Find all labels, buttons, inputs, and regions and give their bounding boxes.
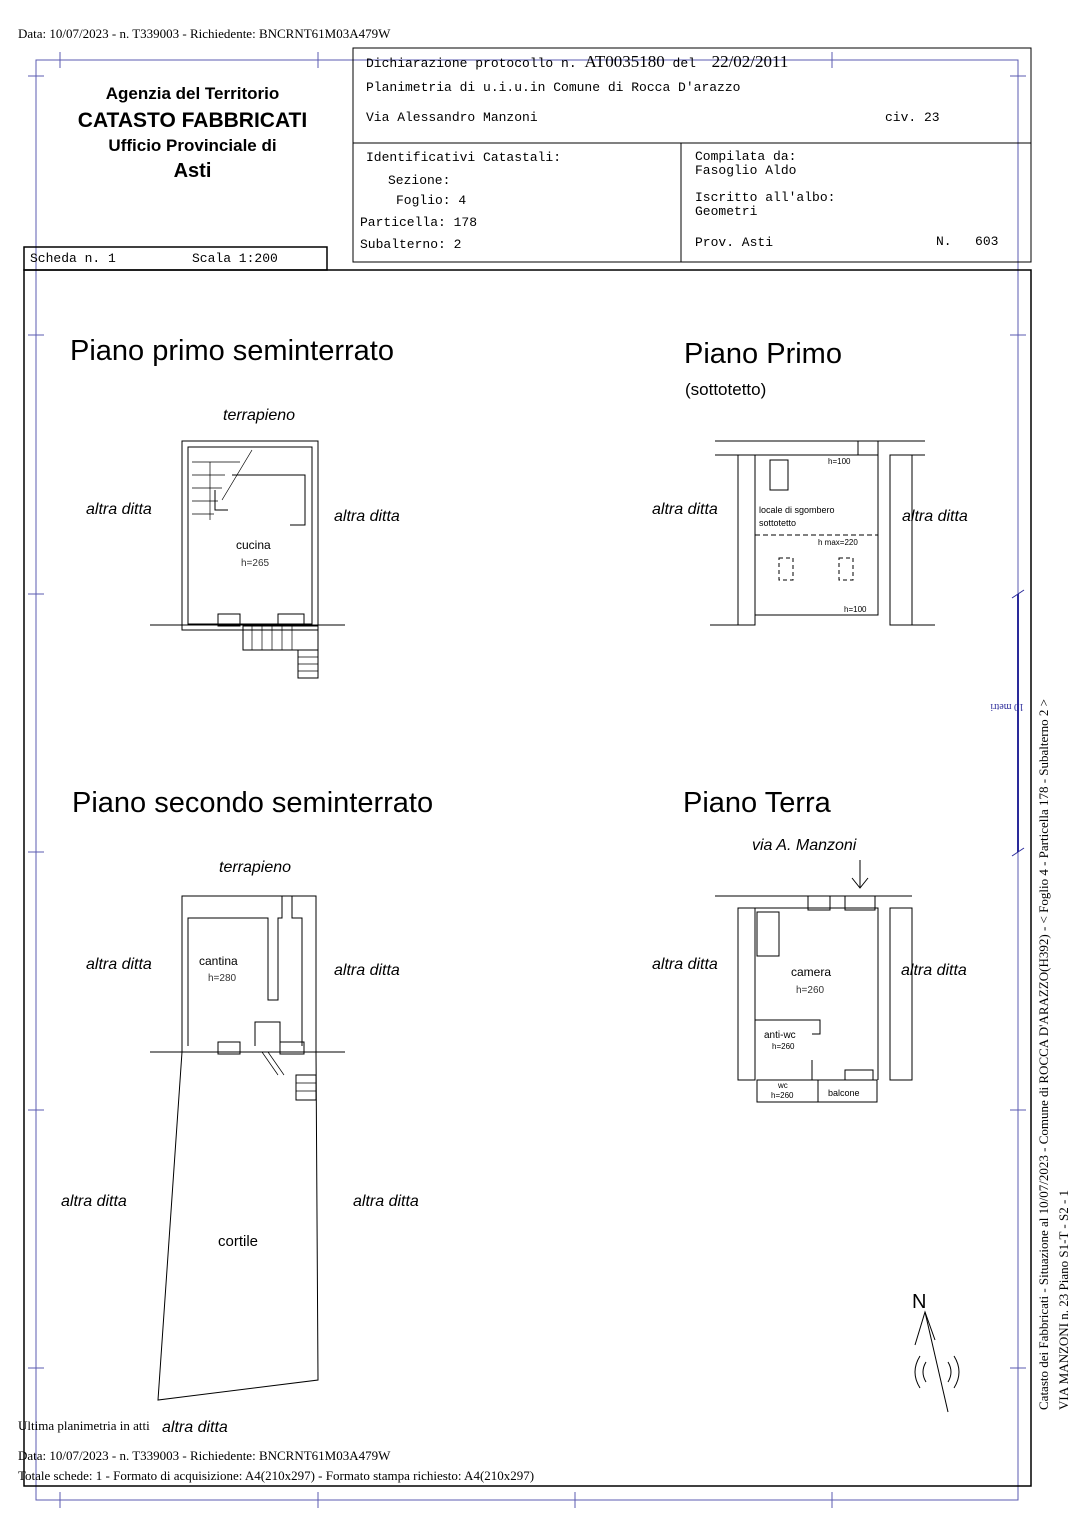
plan1-left-neighbor: altra ditta xyxy=(86,501,152,518)
scale-bar xyxy=(1012,590,1024,856)
plan3-title: Piano secondo seminterrato xyxy=(72,787,434,819)
plan1-height: h=265 xyxy=(241,558,270,569)
del-label: del xyxy=(672,56,696,71)
plan3-yard: cortile xyxy=(218,1233,259,1250)
plan2-subtitle: (sottotetto) xyxy=(685,380,767,399)
plan1-title: Piano primo seminterrato xyxy=(70,335,394,367)
ufficio-city: Asti xyxy=(173,160,212,182)
plan4-room: camera xyxy=(791,965,832,979)
foglio-field: Foglio: 4 xyxy=(396,193,467,208)
top-request-line: Data: 10/07/2023 - n. T339003 - Richiedente: BNCRNT61M03A479W xyxy=(18,26,391,41)
plan2-left-neighbor: altra ditta xyxy=(652,501,718,518)
albo-label: Iscritto all'albo: xyxy=(695,190,836,205)
footer-format-line: Totale schede: 1 - Formato di acquisizione: A4(210x297) - Formato stampa richiesto: A4(210x297) xyxy=(18,1468,535,1483)
plan3-terrapieno: terrapieno xyxy=(219,859,292,876)
dichiarazione-label: Dichiarazione protocollo n. xyxy=(366,56,577,71)
particella-field: Particella: 178 xyxy=(360,215,478,230)
plan-terra xyxy=(715,860,912,1102)
plan4-title: Piano Terra xyxy=(683,787,831,819)
plan2-height-top: h=100 xyxy=(828,457,851,466)
plan4-height: h=260 xyxy=(796,985,825,996)
plan-primo xyxy=(710,441,935,625)
plan1-room: cucina xyxy=(236,538,271,552)
plan2-height-bottom: h=100 xyxy=(844,605,867,614)
plan2-right-neighbor: altra ditta xyxy=(902,508,968,525)
sezione-field: Sezione: xyxy=(388,173,451,188)
scale-bar-label: 10 metri xyxy=(990,701,1024,712)
plan3-yard-left-neighbor: altra ditta xyxy=(61,1193,127,1210)
compilata-label: Compilata da: xyxy=(695,149,797,164)
address-line: Via Alessandro Manzoni xyxy=(366,110,538,125)
plan-secondo-seminterrato xyxy=(150,896,345,1400)
side-situazione-text: Catasto dei Fabbricati - Situazione al 10/07/2023 - Comune di ROCCA D'ARAZZO(H392) - < Foglio 4 - Particella 178 - Subalterno 2 > xyxy=(1036,699,1051,1410)
provincia: Prov. Asti xyxy=(695,235,774,250)
plan1-right-neighbor: altra ditta xyxy=(334,508,400,525)
scala-label: Scala 1:200 xyxy=(192,251,278,266)
north-label: N xyxy=(912,1291,927,1313)
protocollo-number: AT0035180 xyxy=(584,52,665,71)
protocollo-date: 22/02/2011 xyxy=(711,52,789,71)
north-arrow-icon xyxy=(915,1312,959,1412)
footer-request-line: Data: 10/07/2023 - n. T339003 - Richiedente: BNCRNT61M03A479W xyxy=(18,1448,391,1463)
subalterno-field: Subalterno: 2 xyxy=(360,237,462,252)
plan4-street: via A. Manzoni xyxy=(752,837,857,854)
plan3-bottom-neighbor: altra ditta xyxy=(162,1419,228,1436)
agency-name: Agenzia del Territorio xyxy=(105,84,280,103)
albo-value: Geometri xyxy=(695,204,758,219)
plan4-right-neighbor: altra ditta xyxy=(901,962,967,979)
plan2-height-max: h max=220 xyxy=(818,538,858,547)
plan2-title: Piano Primo xyxy=(684,338,842,370)
ultima-planimetria-note: Ultima planimetria in atti xyxy=(18,1418,150,1433)
plan2-room-line2: sottotetto xyxy=(759,518,797,528)
plan2-room-line1: locale di sgombero xyxy=(759,505,835,515)
n-value: 603 xyxy=(975,234,999,249)
ufficio-label: Ufficio Provinciale di xyxy=(108,136,277,155)
plan4-balcone: balcone xyxy=(828,1088,860,1098)
plan4-wc-height: h=260 xyxy=(771,1091,794,1100)
scheda-label: Scheda n. 1 xyxy=(30,251,116,266)
plan4-antiwc: anti-wc xyxy=(764,1030,796,1041)
agency-block xyxy=(40,84,345,183)
header-frame xyxy=(24,48,1031,1486)
civic-number: civ. 23 xyxy=(885,110,940,125)
catasto-title: CATASTO FABBRICATI xyxy=(77,109,308,132)
planimetria-line: Planimetria di u.i.u.in Comune di Rocca D'arazzo xyxy=(366,80,741,95)
side-address-text: VIA MANZONI n. 23 Piano S1-T - S2 - 1 xyxy=(1056,1189,1071,1410)
albo-number xyxy=(936,234,998,249)
plan3-yard-right-neighbor: altra ditta xyxy=(353,1193,419,1210)
plan3-room: cantina xyxy=(199,954,238,968)
plan3-height: h=280 xyxy=(208,973,237,984)
plan4-antiwc-height: h=260 xyxy=(772,1042,795,1051)
identificativi-title: Identificativi Catastali: xyxy=(366,150,562,165)
compilata-name: Fasoglio Aldo xyxy=(695,163,797,178)
plan1-terrapieno: terrapieno xyxy=(223,407,296,424)
n-label: N. xyxy=(936,234,952,249)
plan3-right-neighbor: altra ditta xyxy=(334,962,400,979)
plan3-left-neighbor: altra ditta xyxy=(86,956,152,973)
dichiarazione-line xyxy=(366,52,788,72)
plan4-wc: wc xyxy=(778,1081,788,1090)
plan4-left-neighbor: altra ditta xyxy=(652,956,718,973)
